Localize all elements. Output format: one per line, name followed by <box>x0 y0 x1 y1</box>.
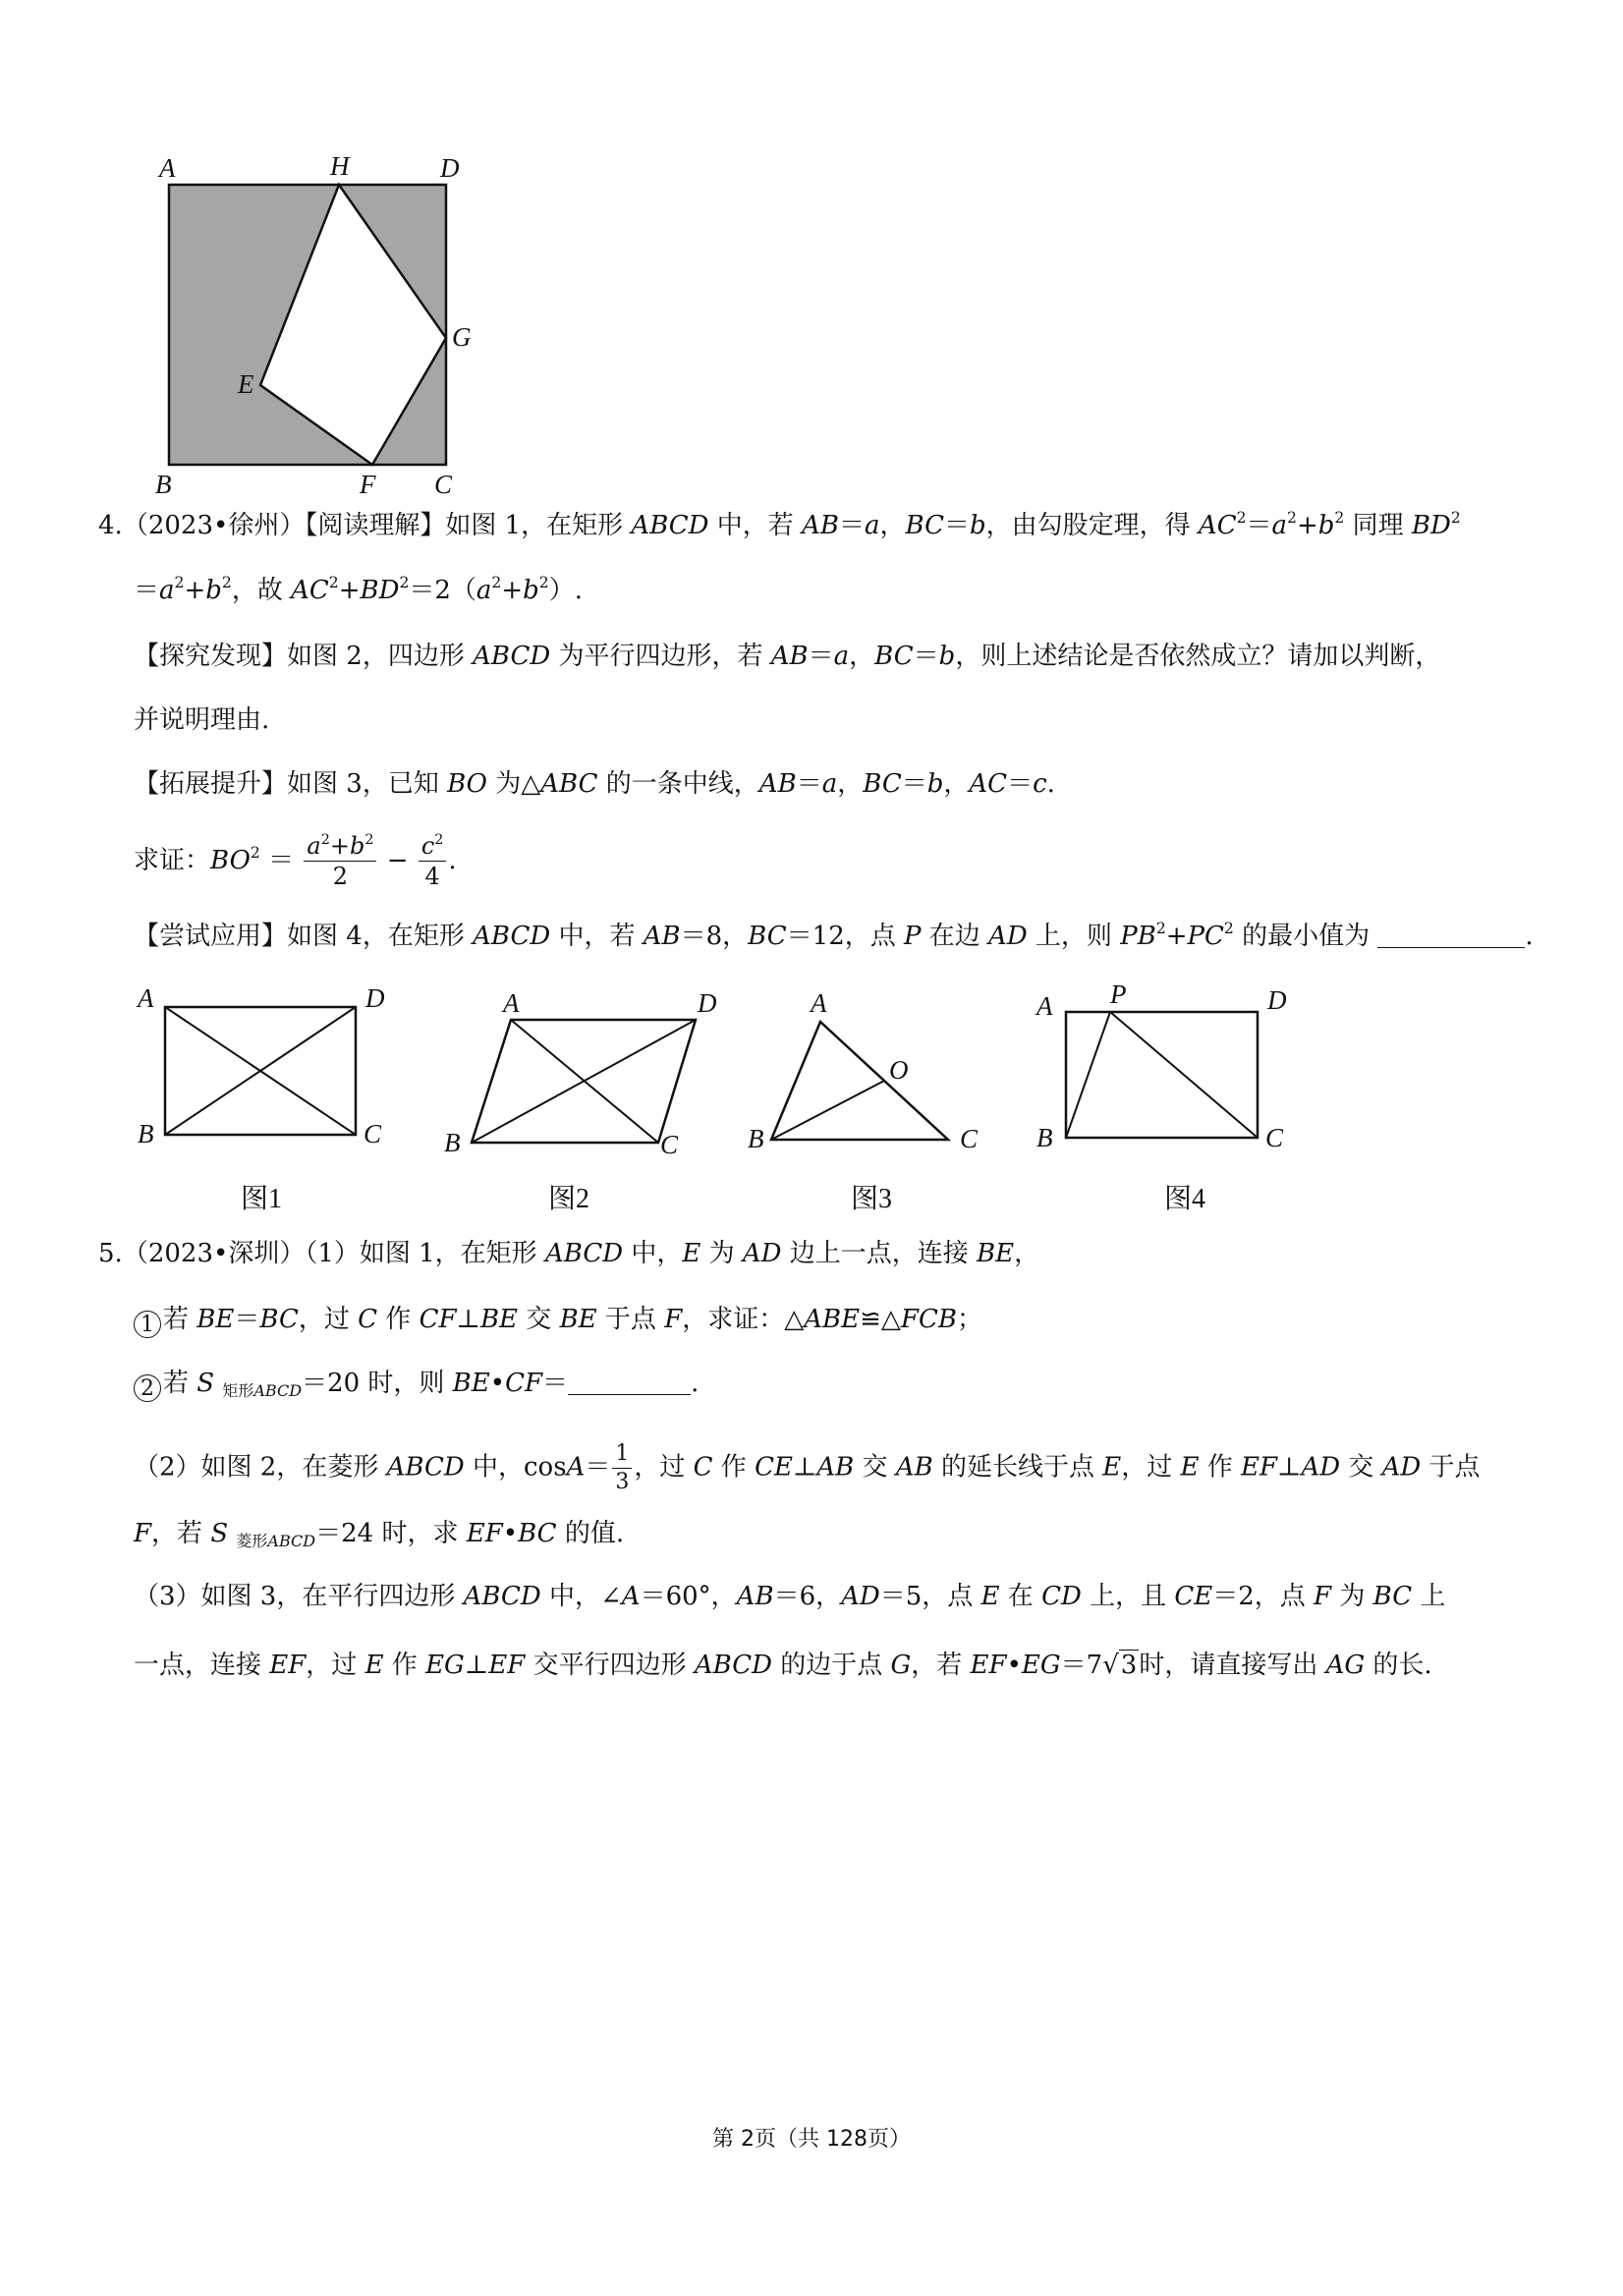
q5-line-7: 一点，连接 EF，过 E 作 EG⊥EF 交平行四边形 ABCD 的边于点 G，若 EF•EG＝7√3时，请直接写出 AG 的长. <box>134 1651 1432 1680</box>
q5-line-6: （3）如图 3，在平行四边形 ABCD 中，∠A＝60°，AB＝6，AD＝5，点 E 在 CD 上，且 CE＝2，点 F 为 BC 上 <box>134 1582 1446 1611</box>
label-D: D <box>440 153 460 183</box>
fig1-caption: 图1 <box>241 1184 283 1214</box>
q4-tag-read: 【阅读理解】 <box>305 511 446 540</box>
top-square-figure <box>147 147 481 501</box>
q4-tag-apply: 【尝试应用】 <box>134 922 288 951</box>
label-C: C <box>434 470 453 499</box>
q5-line-5: F，若 S $_{菱形ABCD}$＝24 时，求 EF•BC 的值. <box>134 1519 625 1550</box>
q5-line-2: 1 若 BE＝BC，过 C 作 CF⊥BE 交 BE 于点 F，求证：△ABE≌△FCB； <box>134 1307 982 1338</box>
q4-number: 4. <box>98 511 123 540</box>
q4-figure-4 <box>1032 978 1307 1154</box>
label-P: P <box>1110 980 1127 1009</box>
q4-line-3: 【探究发现】如图 2，四边形 ABCD 为平行四边形，若 AB＝a，BC＝b，则上述结论是否依然成立？请加以判断， <box>134 642 1441 671</box>
q5-source: （2023•深圳） <box>122 1239 306 1268</box>
label-E: E <box>238 369 254 399</box>
page-footer: 第 2页（共 128页） <box>712 2127 911 2152</box>
circled-1: 1 <box>134 1311 161 1338</box>
q4-tag-explore: 【探究发现】 <box>134 642 288 671</box>
label-H: H <box>330 151 350 181</box>
q4-figure-3 <box>742 982 997 1159</box>
q5-line-3: 2 若 S $_{矩形ABCD}$＝20 时，则 BE•CF＝ . <box>134 1371 699 1402</box>
label-G: G <box>452 322 472 352</box>
label-A: A <box>811 988 827 1018</box>
label-A: A <box>1036 991 1053 1021</box>
q4-tag-extend: 【拓展提升】 <box>134 769 288 799</box>
label-F: F <box>360 470 376 499</box>
q4-answer-blank[interactable] <box>1377 947 1525 948</box>
q4-line-7: 【尝试应用】如图 4，在矩形 ABCD 中，若 AB＝8，BC＝12，点 P 在边 AD 上，则 $PB^2+PC^2$ 的最小值为 . <box>134 920 1534 951</box>
q5-line-4: （2）如图 2，在菱形 ABCD 中，cosA＝ $\frac{1}{3}$ ，过 C 作 CE⊥AB 交 AB 的延长线于点 E，过 E 作 EF⊥AD 交 AD 于点 <box>134 1441 1481 1495</box>
q5-line-1: 5.（2023•深圳）（1）如图 1，在矩形 ABCD 中，E 为 AD 边上一点，连接 BE， <box>98 1239 1040 1268</box>
label-O: O <box>889 1055 909 1085</box>
label-C: C <box>364 1119 382 1148</box>
q4-line-1: 4.（2023•徐州）【阅读理解】如图 1，在矩形 ABCD 中，若 AB＝a，BC＝b，由勾股定理，得 $AC^2=a^2+b^2$ 同理 $BD^2$ <box>98 509 1461 540</box>
fig4-caption: 图4 <box>1164 1184 1206 1214</box>
circled-2: 2 <box>134 1374 161 1402</box>
label-C: C <box>960 1124 979 1153</box>
label-B: B <box>155 470 172 499</box>
label-D: D <box>365 983 385 1013</box>
q4-line-5: 【拓展提升】如图 3，已知 BO 为△ABC 的一条中线，AB＝a，BC＝b，AC＝c. <box>134 769 1055 799</box>
label-A: A <box>138 983 154 1013</box>
q4-figure-1 <box>128 978 403 1154</box>
label-C: C <box>660 1130 679 1159</box>
label-A: A <box>159 153 176 183</box>
q4-prove-label: 求证： <box>134 845 211 875</box>
label-D: D <box>1267 985 1287 1015</box>
q5-answer-blank[interactable] <box>568 1394 691 1395</box>
label-A: A <box>503 988 520 1018</box>
label-B: B <box>138 1119 154 1148</box>
label-C: C <box>1265 1123 1284 1152</box>
q4-line-6: 求证：$BO^2$ ＝ $\frac{a^2+b^2}{2}$ − $\frac{c^2}{4}$ . <box>134 831 457 891</box>
fig3-caption: 图3 <box>851 1184 893 1214</box>
label-D: D <box>698 988 717 1018</box>
label-B: B <box>748 1124 764 1153</box>
q4-line-2: $=a^2+b^2$，故 $AC^2+BD^2=2(a^2+b^2)$. <box>134 574 583 605</box>
q4-line-4: 并说明理由. <box>134 705 270 735</box>
label-B: B <box>444 1128 461 1157</box>
q5-number: 5. <box>98 1239 123 1268</box>
q4-figure-2 <box>432 982 737 1159</box>
fig2-caption: 图2 <box>548 1184 590 1214</box>
q4-source: （2023•徐州） <box>122 511 306 540</box>
label-B: B <box>1036 1123 1053 1152</box>
